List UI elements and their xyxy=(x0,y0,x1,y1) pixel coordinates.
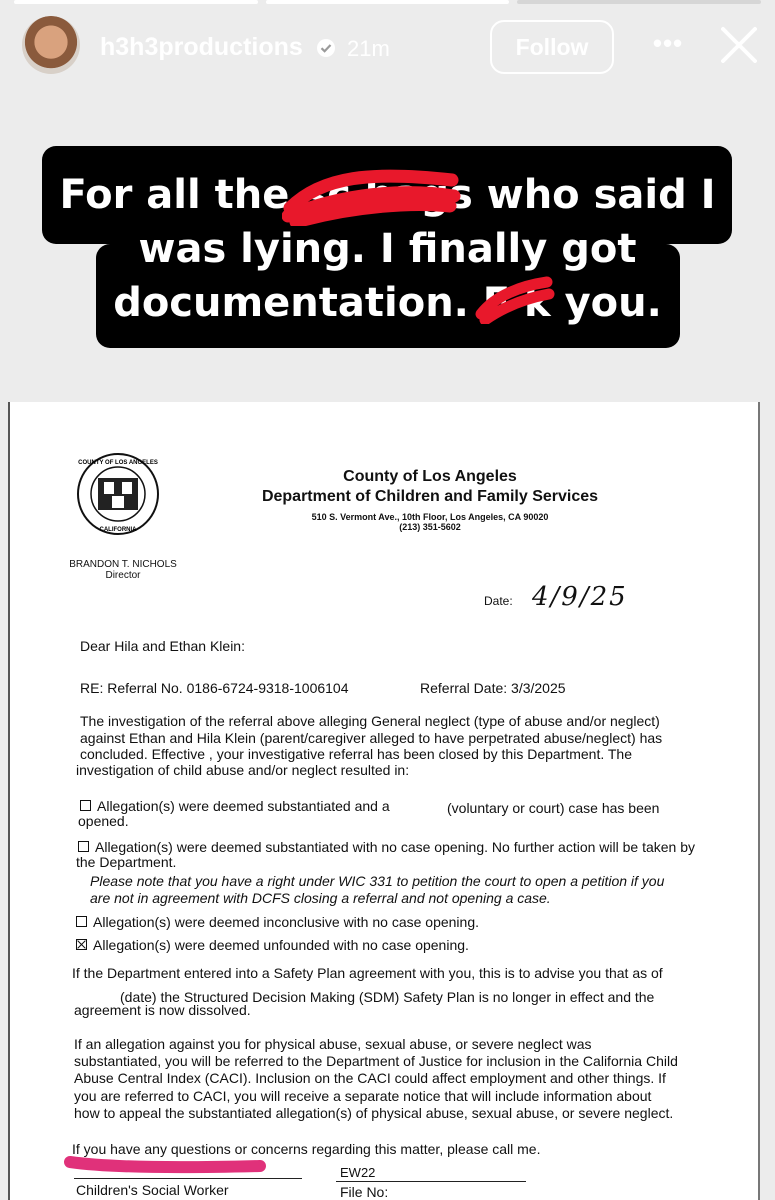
follow-button[interactable]: Follow xyxy=(490,20,614,74)
closing-line: If you have any questions or concerns regarding this matter, please call me. xyxy=(72,1141,541,1157)
option-text: (voluntary or court) case has been xyxy=(447,800,660,816)
paragraph-line: Abuse Central Index (CACI). Inclusion on the CACI could affect employment and other things. If xyxy=(74,1070,666,1086)
paragraph-line: If an allegation against you for physical abuse, sexual abuse, or severe neglect was xyxy=(74,1036,592,1052)
caption-line: For all the sc bags who said I xyxy=(59,172,716,218)
note-line: are not in agreement with DCFS closing a referral and not opening a case. xyxy=(90,890,551,906)
verified-badge-icon xyxy=(316,38,336,58)
checkbox-empty xyxy=(76,916,87,927)
paragraph-line: If the Department entered into a Safety Plan agreement with you, this is to advise you that as of xyxy=(72,965,663,981)
director-block xyxy=(68,559,178,581)
signature-line xyxy=(336,1181,526,1182)
story-header xyxy=(0,14,775,82)
referral-date: Referral Date: 3/3/2025 xyxy=(420,680,566,696)
date-label: Date: xyxy=(484,594,513,608)
note-line: Please note that you have a right under WIC 331 to petition the court to open a petition if you xyxy=(90,873,665,889)
red-redaction-scribble xyxy=(475,274,555,324)
paragraph-line: investigation of child abuse and/or neglect resulted in: xyxy=(76,762,410,778)
director-title: Director xyxy=(105,570,141,581)
progress-segment xyxy=(517,0,761,4)
paragraph-line: against Ethan and Hila Klein (parent/caregiver alleged to have perpetrated abuse/neglect) has xyxy=(80,730,663,746)
paragraph-line: you are referred to CACI, you will receive a separate notice that will include information about xyxy=(74,1088,652,1104)
checkbox-checked xyxy=(76,939,87,950)
checkbox-option: Allegation(s) were deemed unfounded with no case opening. xyxy=(76,937,469,953)
file-label: File No: xyxy=(340,1184,389,1200)
story-progress-bar xyxy=(14,0,761,4)
dcfs-letter xyxy=(8,402,760,1200)
red-redaction-scribble xyxy=(282,166,462,226)
paragraph-line: substantiated, you will be referred to the Department of Justice for inclusion in the California Child xyxy=(74,1053,678,1069)
worker-label: Children's Social Worker xyxy=(76,1182,229,1198)
department-name: Department of Children and Family Services xyxy=(261,488,599,505)
time-ago: 21m xyxy=(347,36,390,61)
org-name: County of Los Angeles xyxy=(343,468,517,485)
paragraph-line: agreement is now dissolved. xyxy=(74,1002,251,1018)
checkbox-empty xyxy=(80,800,91,811)
more-icon[interactable]: ••• xyxy=(652,28,684,58)
paragraph-line: The investigation of the referral above alleging General neglect (type of abuse and/or neglect) xyxy=(80,713,660,729)
pink-redaction-scribble xyxy=(62,1154,268,1176)
signature-line xyxy=(74,1178,302,1179)
director-name: BRANDON T. NICHOLS xyxy=(69,559,177,570)
salutation: Dear Hila and Ethan Klein: xyxy=(80,638,245,654)
seal-text: CALIFORNIA xyxy=(99,527,137,533)
ew-code: EW22 xyxy=(340,1165,376,1180)
checkbox-empty xyxy=(78,841,89,852)
checkbox-option: Allegation(s) were deemed inconclusive with no case opening. xyxy=(76,914,479,930)
caption-line: documentation. F k you. xyxy=(113,280,662,326)
checkbox-option: Allegation(s) were deemed substantiated and a xyxy=(80,798,390,814)
option-text: the Department. xyxy=(76,854,177,870)
close-icon[interactable] xyxy=(718,24,760,66)
address: 510 S. Vermont Ave., 10th Floor, Los Angeles, CA 90020 xyxy=(311,512,549,522)
referral-number: RE: Referral No. 0186-6724-9318-1006104 xyxy=(80,680,349,696)
option-text: opened. xyxy=(78,813,129,829)
paragraph-line: (date) the Structured Decision Making (SDM) Safety Plan is no longer in effect and the xyxy=(120,989,655,1005)
handwritten-date: 4/9/25 xyxy=(532,582,628,612)
progress-segment xyxy=(14,0,258,4)
phone: (213) 351-5602 xyxy=(399,522,461,532)
checkbox-option: Allegation(s) were deemed substantiated with no case opening. No further action will be taken by xyxy=(78,839,695,855)
avatar[interactable] xyxy=(22,16,80,74)
letterhead xyxy=(250,468,610,532)
story-caption xyxy=(0,146,775,356)
paragraph-line: concluded. Effective , your investigative referral has been closed by this Department. The xyxy=(80,746,633,762)
seal-text: COUNTY OF LOS ANGELES xyxy=(78,460,158,466)
paragraph-line: how to appeal the substantiated allegation(s) of physical abuse, sexual abuse, or severe neglect. xyxy=(74,1105,674,1121)
progress-segment xyxy=(266,0,510,4)
county-seal-icon xyxy=(76,452,160,536)
caption-line: was lying. I finally got xyxy=(138,226,637,272)
username[interactable]: h3h3productions xyxy=(100,33,303,61)
